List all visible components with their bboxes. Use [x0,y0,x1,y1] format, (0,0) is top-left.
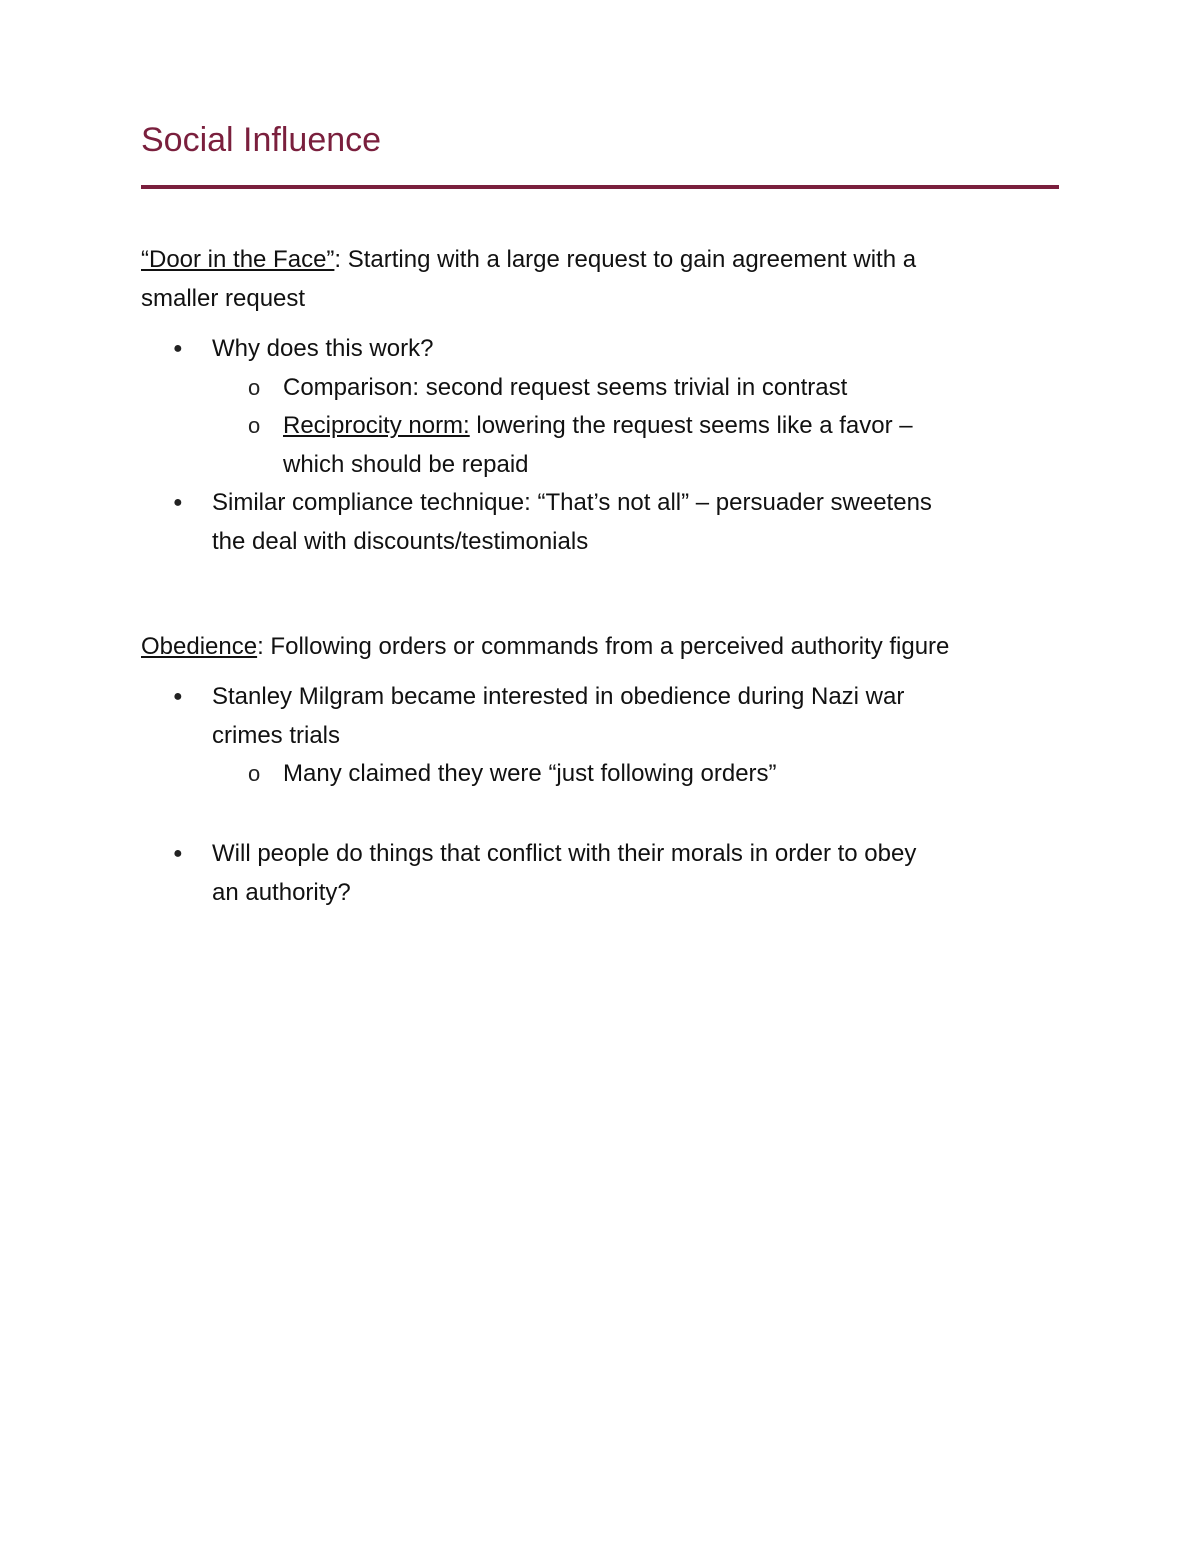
bullet-icon: ● [173,494,183,511]
sub-bullet-icon: o [248,413,261,438]
door-in-the-face-def-line1: : Starting with a large request to gain agreement with a [334,246,917,273]
obedience-term: Obedience [141,633,258,660]
list-item-continuation: the deal with discounts/testimonials [212,527,589,555]
list-item: Many claimed they were “just following orders” [283,760,777,787]
bullet-icon: ● [173,845,183,862]
door-in-the-face-def-line2: smaller request [141,284,306,312]
list-item: Stanley Milgram became interested in obedience during Nazi war [212,683,905,710]
list-item: lowering the request seems like a favor – [469,412,913,439]
list-item-continuation: an authority? [212,878,351,906]
reciprocity-norm-term: Reciprocity norm: [283,412,470,439]
page-title: Social Influence [141,121,382,159]
list-item: Will people do things that conflict with their morals in order to obey [212,840,917,867]
bullet-icon: ● [173,340,183,357]
sub-bullet-icon: o [248,761,261,786]
title-divider [141,185,1059,189]
list-item-continuation: crimes trials [212,721,341,749]
list-item: Similar compliance technique: “That’s not all” – persuader sweetens [212,489,932,516]
sub-bullet-icon: o [248,374,261,400]
door-in-the-face-definition [141,241,916,318]
list-item: Why does this work? [212,335,434,362]
door-in-the-face-term: “Door in the Face” [141,246,335,273]
bullet-icon: ● [173,688,183,705]
list-item: Comparison: second request seems trivial in contrast [283,373,848,401]
list-item-continuation: which should be repaid [283,450,529,478]
obedience-definition [141,628,949,667]
obedience-def: : Following orders or commands from a perceived authority figure [257,633,950,660]
